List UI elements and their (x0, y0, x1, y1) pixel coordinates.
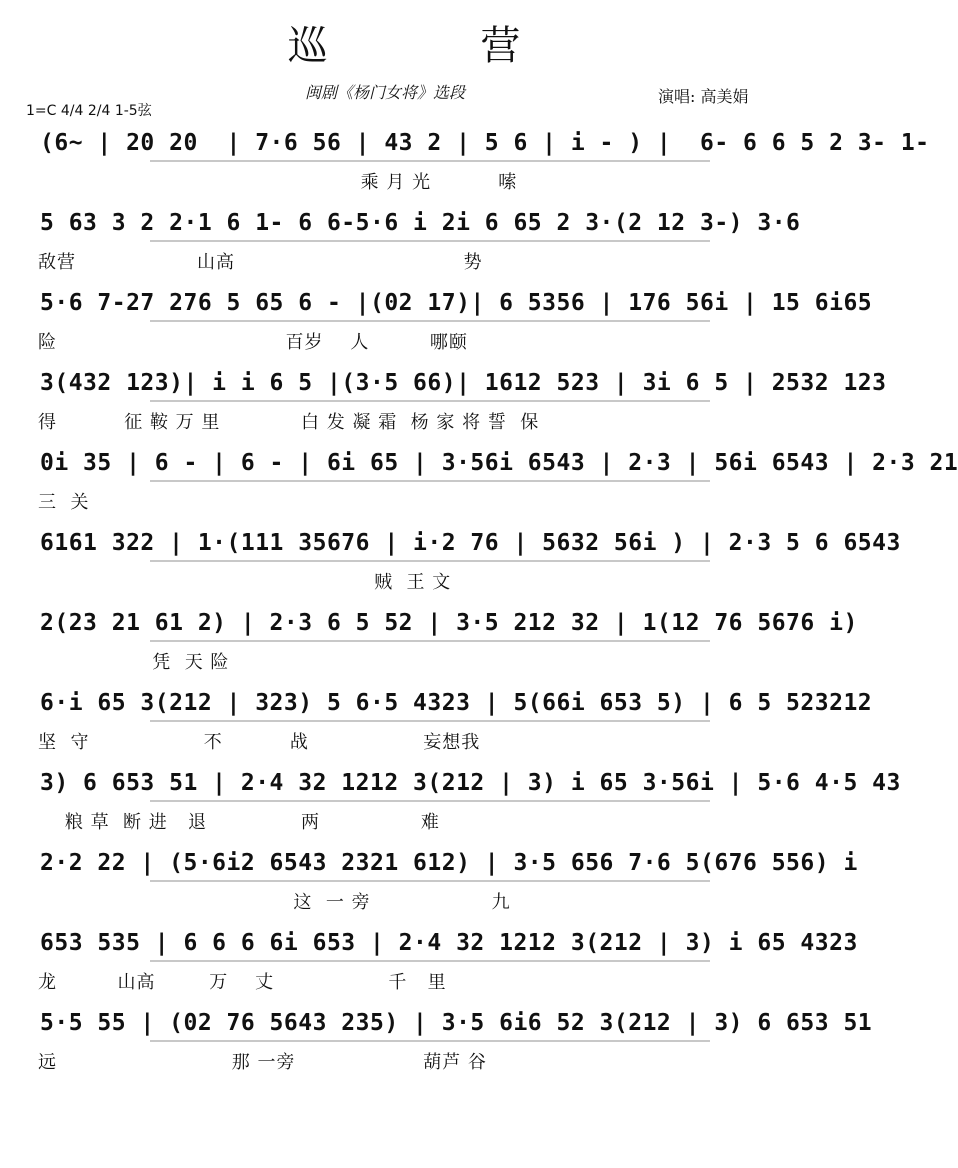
notation-line: (6~ | 20 20 | 7·6 56 | 43 2 | 5 6 | i - ) | 6- 6 6 5 2 3- 1- (40, 130, 930, 156)
beam-underline (150, 560, 710, 562)
notation-line: 5·5 55 | (02 76 5643 235) | 3·5 6i6 52 3(212 | 3) 6 653 51 (40, 1010, 873, 1036)
lyric-line: 得 征 鞍 万 里 白 发 凝 霜 杨 家 将 誓 保 (38, 412, 540, 433)
beam-underline (150, 640, 710, 642)
lyric-line: 险 百岁 人 哪颐 (38, 332, 468, 353)
notation-line: 6·i 65 3(212 | 323) 5 6·5 4323 | 5(66i 653 5) | 6 5 523212 (40, 690, 873, 716)
song-title: 巡 营 (287, 23, 591, 69)
notation-line: 3(432 123)| i i 6 5 |(3·5 66)| 1612 523 | 3i 6 5 | 2532 123 (40, 370, 887, 396)
beam-underline (150, 160, 710, 162)
beam-underline (150, 960, 710, 962)
notation-line: 6161 322 | 1·(111 35676 | i·2 76 | 5632 56i ) | 2·3 5 6 6543 (40, 530, 901, 556)
notation-line: 5·6 7-27 276 5 65 6 - |(02 17)| 6 5356 | 176 56i | 15 6i65 (40, 290, 873, 316)
lyric-line: 坚 守 不 战 妄想我 (38, 732, 481, 753)
song-subtitle: 闽剧《杨门女将》选段 (305, 83, 466, 102)
beam-underline (150, 320, 710, 322)
notation-line: 5 63 3 2 2·1 6 1- 6 6-5·6 i 2i 6 65 2 3·(2 12 3-) 3·6 (40, 210, 801, 236)
lyric-line: 敌营 山高 势 (38, 252, 483, 273)
lyric-line: 粮 草 断 进 退 两 难 (38, 812, 440, 833)
beam-underline (150, 1040, 710, 1042)
beam-underline (150, 240, 710, 242)
notation-line: 653 535 | 6 6 6 6i 653 | 2·4 32 1212 3(212 | 3) i 65 4323 (40, 930, 858, 956)
notation-line: 3) 6 653 51 | 2·4 32 1212 3(212 | 3) i 65 3·56i | 5·6 4·5 43 (40, 770, 901, 796)
lyric-line: 贼 王 文 (38, 572, 452, 593)
notation-line: 2(23 21 61 2) | 2·3 6 5 52 | 3·5 212 32 | 1(12 76 5676 i) (40, 610, 858, 636)
notation-line: 0i 35 | 6 - | 6 - | 6i 65 | 3·56i 6543 | 2·3 | 56i 6543 | 2·3 21 (40, 450, 958, 476)
beam-underline (150, 400, 710, 402)
key-signature: 1=C 4/4 2/4 1-5弦 (26, 103, 152, 119)
beam-underline (150, 720, 710, 722)
beam-underline (150, 880, 710, 882)
lyric-line: 三 关 (38, 492, 90, 513)
beam-underline (150, 480, 710, 482)
lyric-line: 龙 山高 万 丈 千 里 (38, 972, 447, 993)
singer-credit: 演唱: 高美娟 (658, 87, 749, 106)
beam-underline (150, 800, 710, 802)
lyric-line: 凭 天 险 (38, 652, 230, 673)
notation-line: 2·2 22 | (5·6i2 6543 2321 612) | 3·5 656 7·6 5(676 556) i (40, 850, 858, 876)
lyric-line: 远 那 一旁 葫芦 谷 (38, 1052, 487, 1073)
lyric-line: 这 一 旁 九 (38, 892, 511, 913)
lyric-line: 乘 月 光 嗦 (38, 172, 518, 193)
